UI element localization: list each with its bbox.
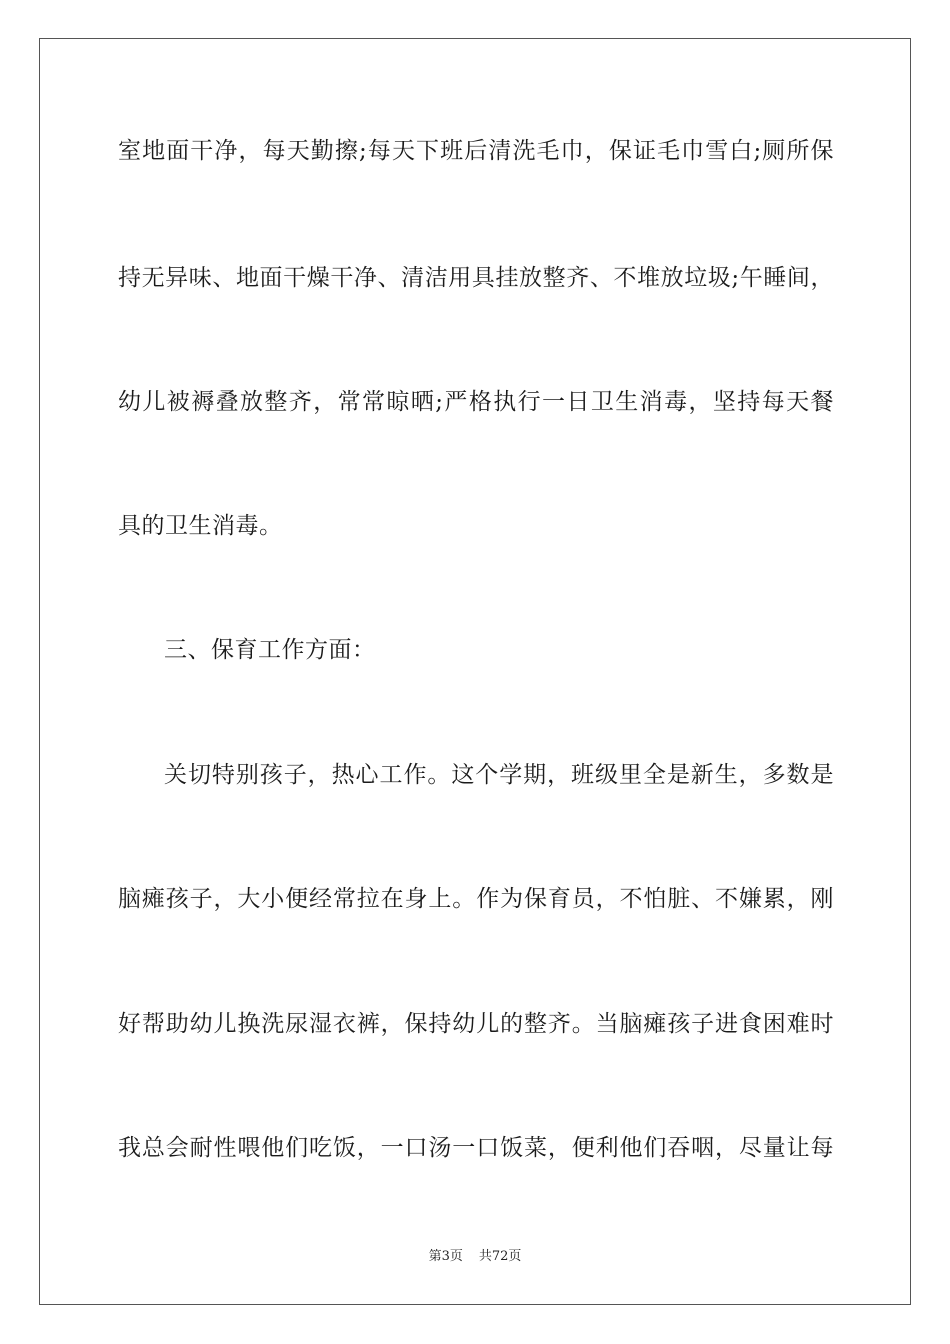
body-line-9: 我总会耐性喂他们吃饭，一口汤一口饭菜，便利他们吞咽，尽量让每: [118, 1135, 834, 1161]
body-line-1: 室地面干净，每天勤擦;每天下班后清洗毛巾，保证毛巾雪白;厕所保: [118, 138, 834, 164]
body-line-4: 具的卫生消毒。: [118, 513, 283, 539]
body-line-2: 持无异味、地面干燥干净、清洁用具挂放整齐、不堆放垃圾;午睡间，: [118, 265, 834, 291]
body-line-8: 好帮助幼儿换洗尿湿衣裤，保持幼儿的整齐。当脑瘫孩子进食困难时: [118, 1011, 834, 1037]
body-line-6: 关切特别孩子，热心工作。这个学期，班级里全是新生，多数是: [164, 762, 834, 788]
body-line-3: 幼儿被褥叠放整齐，常常晾晒;严格执行一日卫生消毒，坚持每天餐: [118, 389, 834, 415]
page-number: 第3页: [428, 1249, 463, 1264]
body-line-7: 脑瘫孩子，大小便经常拉在身上。作为保育员，不怕脏、不嫌累，刚: [118, 886, 834, 912]
page-frame: [39, 38, 911, 1305]
page-footer: [0, 1248, 950, 1266]
page-total: 共72页: [478, 1249, 522, 1264]
section-heading: 三、保育工作方面：: [164, 637, 376, 663]
